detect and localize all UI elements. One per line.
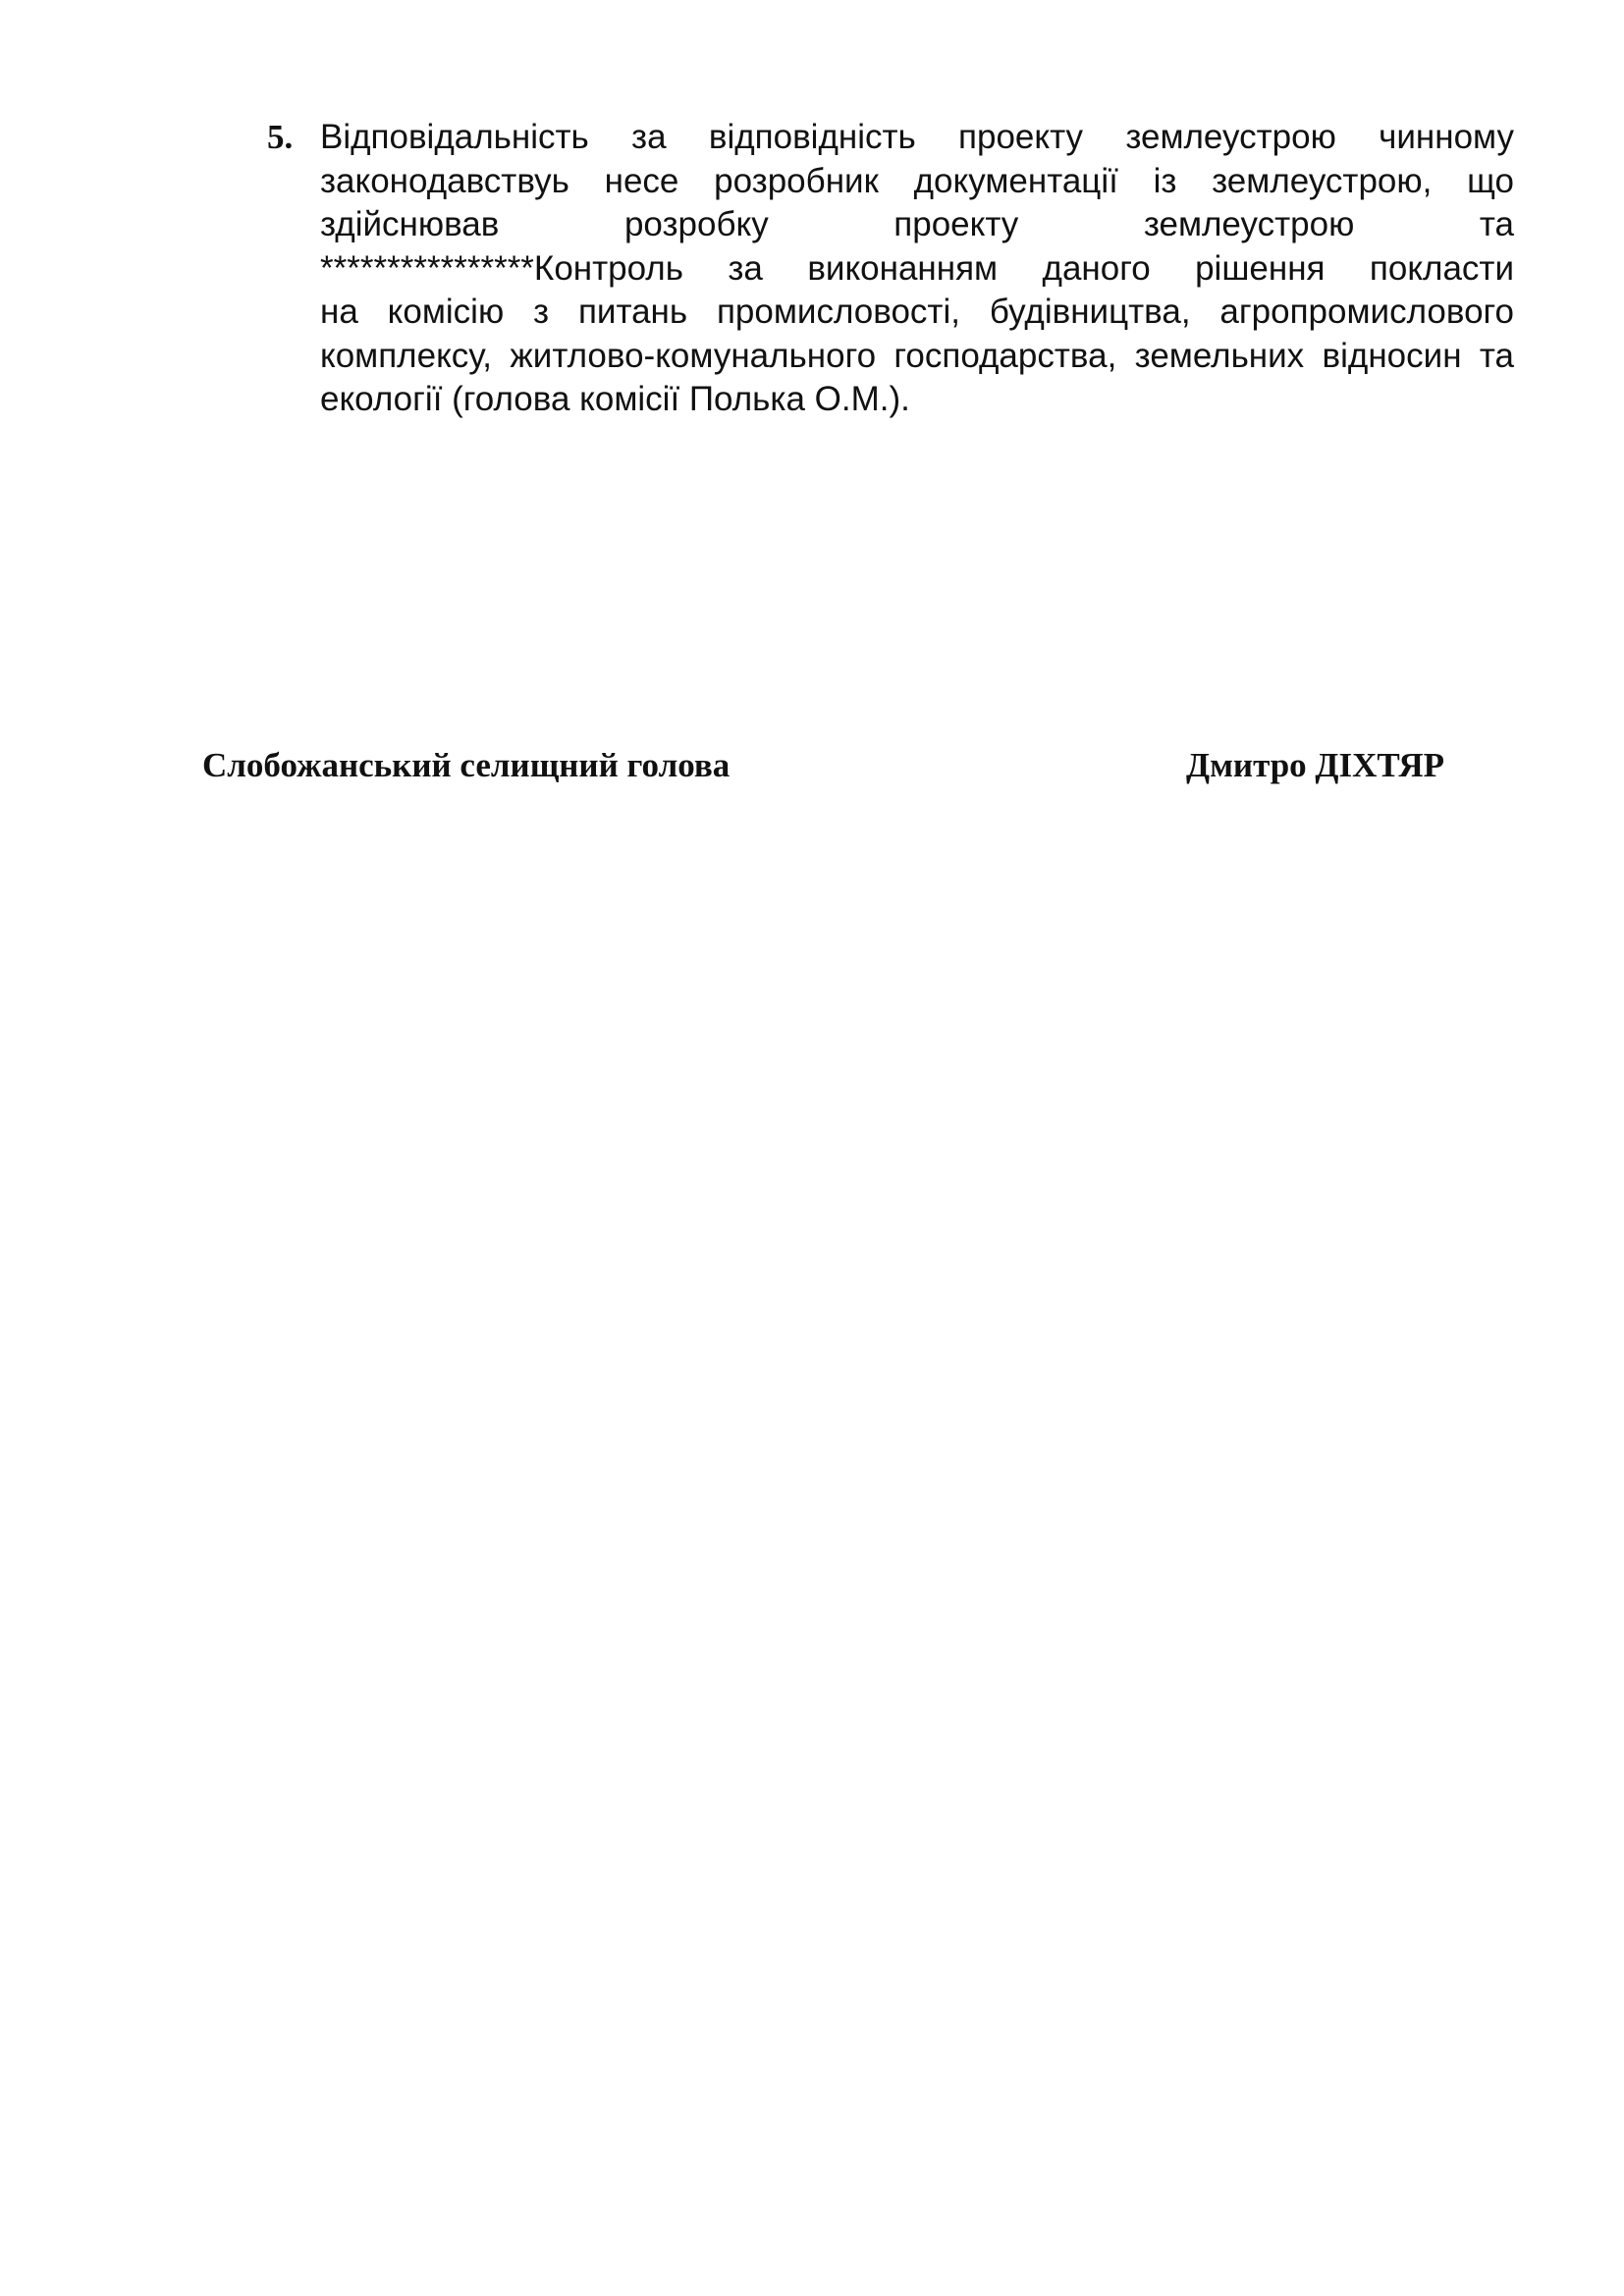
- item-line: екології (голова комісії Полька О.М.).: [320, 380, 910, 418]
- item-line: Відповідальність за відповідність проекту землеустрою чинному: [320, 118, 1514, 156]
- item-line: на комісію з питань промисловості, будівництва, агропромислового: [320, 293, 1514, 331]
- item-line: ****************Контроль за виконанням даного рішення покласти: [320, 248, 1514, 288]
- item-text: [320, 116, 1514, 422]
- item-line: здійснював розробку проекту землеустрою та: [320, 205, 1514, 243]
- signatory-name: Дмитро ДІХТЯР: [1186, 746, 1445, 784]
- item-line: комплексу, житлово-комунального господарства, земельних відносин та: [320, 336, 1514, 375]
- item-number: 5.: [267, 118, 294, 156]
- item-line: законодавствуь несе розробник документації із землеустрою, що: [320, 161, 1514, 200]
- signatory-position: Слобожанський селищний голова: [202, 746, 731, 784]
